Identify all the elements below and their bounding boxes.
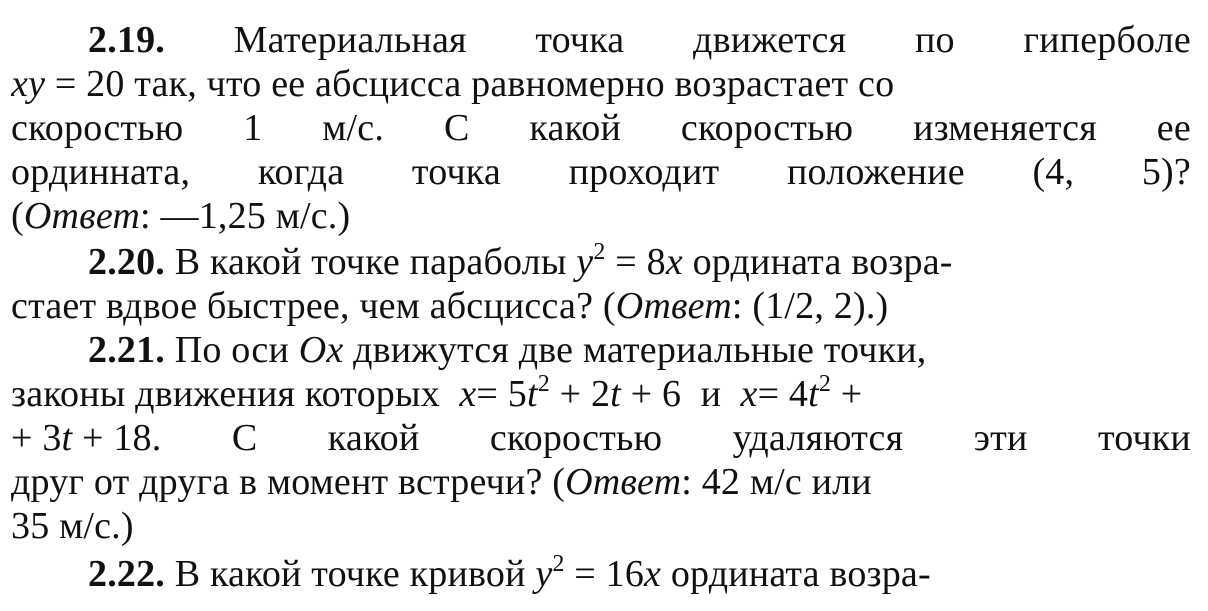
formula-var: t [808,373,819,415]
word: Материальная [233,19,467,61]
word: скоростью [11,107,184,149]
formula-var: Ox [298,329,344,371]
formula-eq: = 5 [476,373,527,415]
cropped-previous-line [0,0,1208,4]
word: м/с. [322,107,385,149]
word: С [231,417,258,459]
problem-2-21-line-1 [88,328,1191,372]
answer-value: : 42 м/с или [681,461,872,503]
word: точка [411,151,501,193]
formula-var: t [526,373,538,415]
exponent: 2 [593,240,606,265]
problem-2-19-line-4 [11,150,1191,194]
word: когда [257,151,345,193]
answer-value: 35 м/с.) [11,505,134,547]
formula-fragment [11,416,161,460]
answer-label: Ответ [615,285,732,327]
word: скоростью [680,107,854,149]
text-run: По оси [174,329,289,371]
text-run: ордината возра- [670,553,931,595]
text-run: друг от друга в момент встречи? ( [11,461,566,503]
formula-eq: = 16 [574,553,645,595]
word: (4, [1032,151,1075,193]
word: гиперболе [1023,19,1191,61]
word: 5)? [1141,151,1191,193]
problem-2-19-line-2 [11,62,1191,106]
formula-eq: = 4 [757,373,809,415]
word: точки [1097,417,1191,459]
problem-2-21-line-5 [11,504,1191,548]
formula-var: y [535,553,553,595]
problem-2-19-line-3 [11,106,1191,150]
formula-term: + 18. [82,417,162,459]
word: изменяется [913,107,1097,149]
answer-value: : (1/2, 2).) [731,285,889,327]
word: движется [693,19,847,61]
word: удаляются [732,417,904,459]
formula-var: t [61,417,73,459]
exponent: 2 [818,372,832,397]
word: 1 [243,107,263,149]
formula-term: + 3 [11,417,62,459]
formula-var: t [610,373,621,415]
problem-number: 2.19. [88,19,165,61]
word: какой [529,107,621,149]
formula-term: + 2 [559,373,611,415]
answer-label: Ответ [23,195,141,237]
text-run: ордината возра- [692,241,953,283]
problem-2-20-line-1 [88,240,1191,284]
exponent: 2 [552,552,565,577]
formula-var: x [644,553,662,595]
formula-var: x [740,373,758,415]
text-run: движутся две материальные точки, [353,329,927,371]
text-run: = 20 так, что ее абсцисса равномерно возрастает со [54,63,895,105]
problem-2-20-line-2 [11,284,1191,328]
formula-var: x [459,373,477,415]
problem-number: 2.21. [88,329,165,371]
paren: ( [11,195,24,237]
formula-eq: = 8 [615,241,666,283]
answer-label: Ответ [565,461,682,503]
formula-var: xy [11,63,46,105]
problem-number: 2.22. [88,553,165,595]
word: эти [973,417,1028,459]
formula-var: x [665,241,683,283]
text-run: В какой точке кривой [174,553,526,595]
formula-term: + [840,373,863,415]
word: проходит [568,151,720,193]
problem-2-19-line-1 [88,18,1191,62]
word: ее [1156,107,1191,149]
problem-2-21-line-4 [11,460,1191,504]
word: ординната, [11,151,191,193]
word: точка [535,19,625,61]
word: по [914,19,955,61]
problem-2-19-answer [11,194,1191,238]
exponent: 2 [537,372,550,397]
text-run: стает вдвое быстрее, чем абсцисса? ( [11,285,616,327]
problem-2-21-line-2 [11,372,1191,416]
formula-var: y [576,241,594,283]
word: скоростью [489,417,663,459]
text-run: законы движения которых [11,373,440,415]
text-run: и [700,373,722,415]
formula-term: + 6 [630,373,682,415]
word: какой [327,417,420,459]
problem-number: 2.20. [88,241,165,283]
problem-2-22-line-1 [88,552,1191,596]
word: С [443,107,470,149]
problem-2-21-line-3 [11,416,1191,460]
word: положение [786,151,965,193]
text-run: В какой точке параболы [174,241,567,283]
answer-value: : —1,25 м/с.) [140,195,351,237]
